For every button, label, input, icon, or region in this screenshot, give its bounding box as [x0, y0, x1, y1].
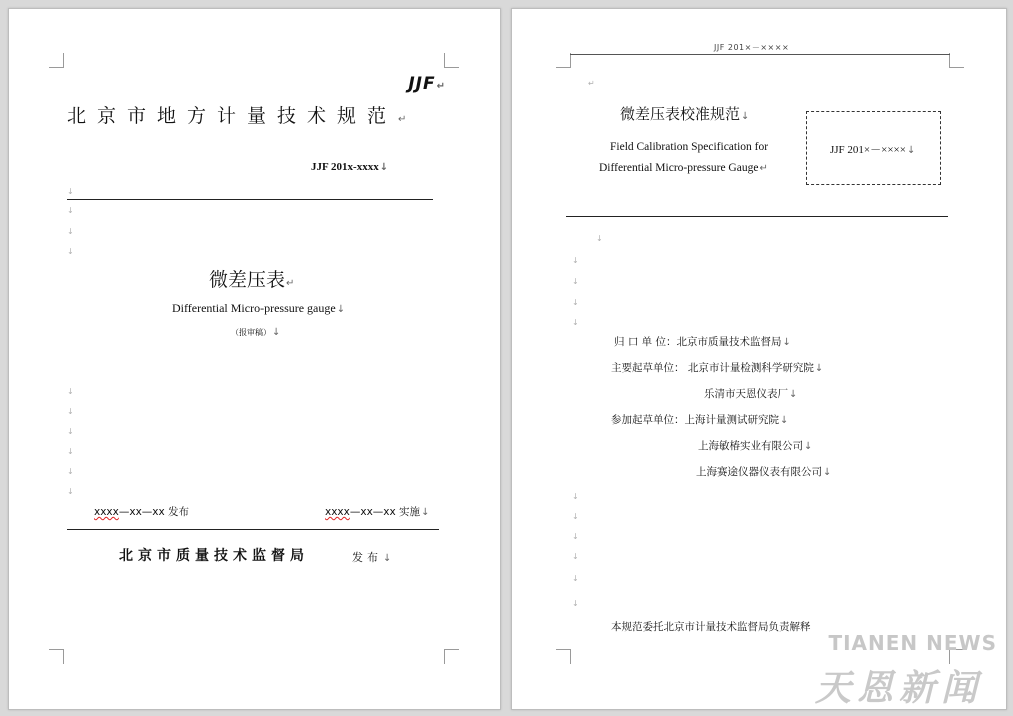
watermark-english: TIANEN NEWS [828, 631, 997, 655]
implement-date: xxxx—xx—xx 实施↓ [325, 506, 430, 518]
paragraph-mark: ↓ [67, 407, 74, 416]
header-rule [67, 199, 433, 200]
document-code: JJF 201x-xxxx↓ [311, 161, 389, 173]
crop-mark-bottom-left [556, 649, 571, 664]
paragraph-mark: ↓ [596, 234, 603, 243]
title-english: Differential Micro-pressure gauge↓ [172, 301, 346, 315]
paragraph-mark: ↓ [572, 599, 579, 608]
paragraph-mark: ↓ [67, 187, 74, 196]
crop-mark-top-right [444, 53, 459, 68]
paragraph-mark: ↓ [572, 492, 579, 501]
paragraph-mark: ↓ [572, 298, 579, 307]
running-header-code: JJF 201×－×××× [714, 43, 790, 52]
paragraph-mark: ↵ [588, 79, 595, 88]
calibration-title-chinese: 微差压表校准规范↓ [620, 105, 750, 123]
calibration-title-english-line1: Field Calibration Specification for [610, 141, 769, 153]
paragraph-mark: ↓ [67, 447, 74, 456]
paragraph-mark: ↓ [67, 206, 74, 215]
paragraph-mark: ↓ [572, 277, 579, 286]
paragraph-mark: ↓ [572, 532, 579, 541]
paragraph-mark: ↓ [67, 467, 74, 476]
crop-mark-top-right [949, 53, 964, 68]
org-row-participating-3: 上海赛途仪器仪表有限公司↓ [696, 466, 832, 478]
crop-mark-top-left [49, 53, 64, 68]
paragraph-mark: ↓ [572, 574, 579, 583]
crop-mark-top-left [556, 53, 571, 68]
title-rule [566, 216, 948, 217]
publish-date: xxxx—xx—xx 发布 [94, 506, 190, 518]
issuing-authority: 北京市质量技术监督局 [119, 548, 309, 564]
spec-category-title: 北京市地方计量技术规范↵ [67, 105, 418, 127]
paragraph-mark: ↓ [67, 487, 74, 496]
paragraph-mark: ↓ [572, 256, 579, 265]
org-row-main-drafter: 主要起草单位： 北京市计量检测科学研究院↓ [611, 362, 824, 374]
running-header-rule [570, 54, 950, 55]
paragraph-mark: ↓ [67, 387, 74, 396]
org-row-responsible: 归 口 单 位：北京市质量技术监督局↓ [614, 336, 791, 348]
paragraph-mark: ↓ [67, 427, 74, 436]
interpretation-note: 本规范委托北京市计量技术监督局负责解释 [611, 621, 811, 633]
crop-mark-bottom-right [444, 649, 459, 664]
code-box-text: JJF 201×－××××↓ [830, 144, 916, 156]
jjf-logo: JJF↵ [408, 74, 446, 94]
footer-rule [67, 529, 439, 530]
org-row-participating-2: 上海敏椿实业有限公司↓ [698, 440, 813, 452]
draft-note: （报审稿）↓ [231, 327, 281, 338]
calibration-title-english-line2: Differential Micro-pressure Gauge↵ [599, 162, 768, 174]
title-chinese: 微差压表↵ [209, 269, 295, 291]
paragraph-mark: ↓ [572, 318, 579, 327]
org-row-participating: 参加起草单位：上海计量测试研究院↓ [611, 414, 789, 426]
paragraph-mark: ↓ [67, 247, 74, 256]
watermark-chinese: 天恩新闻 [814, 667, 983, 709]
crop-mark-bottom-left [49, 649, 64, 664]
paragraph-mark: ↓ [67, 227, 74, 236]
issuer-suffix: 发布↓ [352, 551, 396, 564]
paragraph-mark: ↓ [572, 552, 579, 561]
org-row-main-drafter-2: 乐清市天恩仪表厂↓ [704, 388, 798, 400]
paragraph-mark: ↓ [572, 512, 579, 521]
document-page-left [8, 8, 501, 710]
document-page-right [511, 8, 1007, 710]
